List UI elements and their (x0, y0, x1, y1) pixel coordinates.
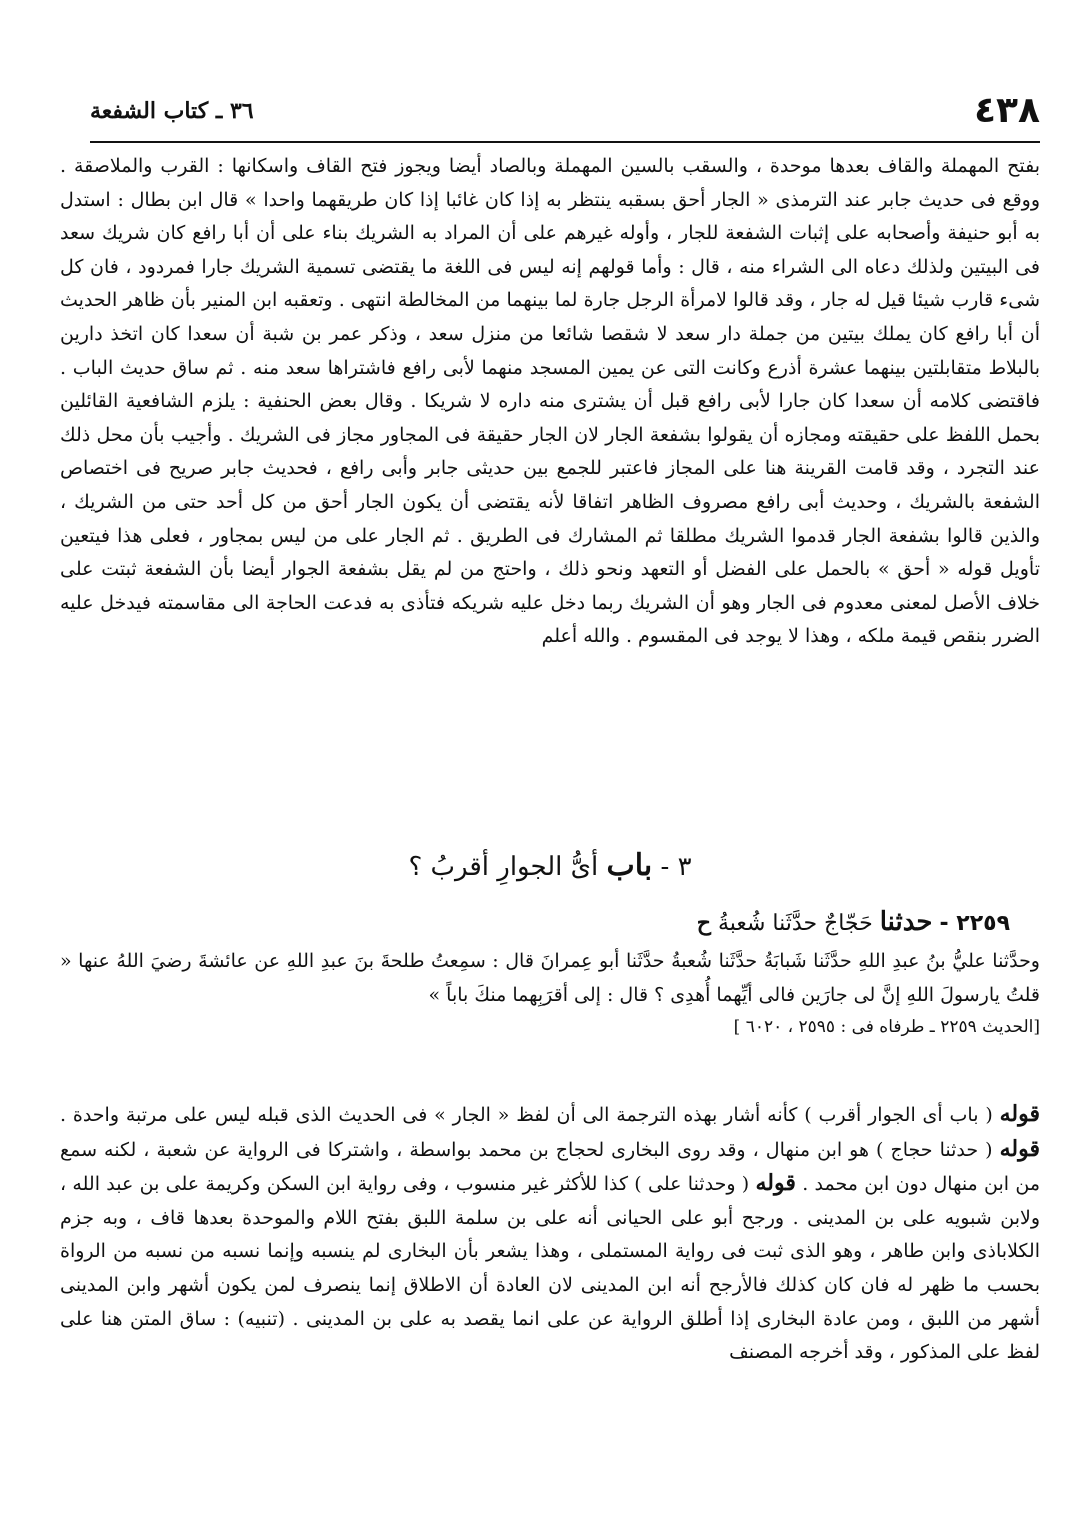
hadith-text: وحدَّثنا عليُّ بنُ عبدِ اللهِ حدَّثَنا شَبابَةُ حدَّثَنا شُعبةُ حدَّثَنا أبو عِمرانَ قال : سمِعتُ طلحةَ بنَ عبدِ اللهِ عن عائشةَ رضيَ اللهُ عنها « قلتُ يارسولَ اللهِ إنَّ لى جارَين فالى أيِّهما أُهدِى ؟ قال : إلى أقرَبِهما منكَ باباً » (60, 950, 1040, 1006)
qawluhu-marker: قوله (999, 1135, 1040, 1162)
hadith-opening-chain: حَجّاجٌ حدَّثَنا شُعبةُ (717, 911, 873, 936)
hadith-first-line (60, 902, 1040, 944)
chapter-heading (60, 844, 1040, 890)
commentary-segment: ( باب أى الجوار أقرب ) كأنه أشار بهذه الترجمة الى أن لفظ « الجار » فى الحديث الذى قبله ليس على مرتبة واحدة . (60, 1104, 993, 1126)
header-rule (90, 141, 1040, 143)
chapter-title: أىُّ الجوارِ أقربُ ؟ (408, 852, 599, 882)
commentary-paragraph-top: بفتح المهملة والقاف بعدها موحدة ، والسقب بالسين المهملة وبالصاد أيضا ويجوز فتح القاف واسكانها : القرب والملاصقة . ووقع فى حديث جابر عند الترمذى « الجار أحق بسقبه ينتظر به إذا كان غائبا إذا كان طريقهما واحدا » قال ابن بطال : استدل به أبو حنيفة وأصحابه على إثبات الشفعة للجار ، وأوله غيرهم على أن المراد به الشريك بناء على أن أبا رافع كان شريك سعد فى البيتين ولذلك دعاه الى الشراء منه ، قال : وأما قولهم إنه ليس فى اللغة ما يقتضى تسمية الشريك جارا فمردود ، فان كل شىء قارب شيئا قيل له جار ، وقد قالوا لامرأة الرجل جارة لما بينهما من المخالطة انتهى . وتعقبه ابن المنير بأن ظاهر الحديث أن أبا رافع كان يملك بيتين من جملة دار سعد لا شقصا شائعا من منزل سعد ، وذكر عمر بن شبة أن سعدا كان اتخذ دارين بالبلاط متقابلتين بينهما عشرة أذرع وكانت التى عن يمين المسجد منهما لأبى رافع فاشتراها سعد منه . ثم ساق حديث الباب . فاقتضى كلامه أن سعدا كان جارا لأبى رافع قبل أن يشترى منه داره لا شريكا . وقال بعض الحنفية : يلزم الشافعية القائلين بحمل اللفظ على حقيقته ومجازه أن يقولوا بشفعة الجار لان الجار حقيقة فى المجاور مجاز فى الشريك . وأجيب بأن محل ذلك عند التجرد ، وقد قامت القرينة هنا على المجاز فاعتبر للجمع بين حديثى جابر وأبى رافع ، فحديث جابر صريح فى اختصاص الشفعة بالشريك ، وحديث أبى رافع مصروف الظاهر اتفاقا لأنه يقتضى أن يكون الجار أحق من كل أحد حتى من الشريك ، والذين قالوا بشفعة الجار قدموا الشريك مطلقا ثم المشارك فى الطريق . ثم الجار على من ليس بمجاور ، فعلى هذا فيتعين تأويل قوله « أحق » بالحمل على الفضل أو التعهد ونحو ذلك ، واحتج من لم يقل بشفعة الجوار أيضا بأن الشفعة ثبتت على خلاف الأصل لمعنى معدوم فى الجار وهو أن الشريك ربما دخل عليه شريكه فتأذى به فدعت الحاجة الى مقاسمته فيدخل عليه الضرر بنقص قيمة ملكه ، وهذا لا يوجد فى المقسوم . والله أعلم (60, 155, 1040, 648)
commentary-segment: ( حدثنا حجاج ) هو ابن منهال ، وقد روى البخارى لحجاج بن محمد بواسطة ، واشتركا فى الرواية عن شعبة ، لكنه سمع من ابن منهال دون ابن محمد . (60, 1138, 1040, 1196)
qawluhu-marker: قوله (755, 1170, 796, 1197)
commentary-paragraph-bottom (60, 1098, 1040, 1460)
commentary-segment: ( وحدثنا على ) كذا للأكثر غير منسوب ، وفى رواية ابن السكن وكريمة على بن عبد الله ، ولابن شبويه على بن المدينى . ورجح أبو على الحيانى أنه على بن سلمة اللبق بفتح اللام والموحدة بعدها قاف ، وبه جزم الكلاباذى وابن طاهر ، وهو الذى ثبت فى رواية المستملى ، وهذا يشعر بأن البخارى لم ينسبه وإنما نسبه من نسبه من الرواة بحسب ما ظهر له فان كان كذلك فالأرجح أنه ابن المدينى لان العادة أن الاطلاق إنما ينصرف لمن يكون أشهر وابن المدينى أشهر من اللبق ، ومن عادة البخارى إذا أطلق الرواية عن على انما يقصد به على بن المدينى . (تنبيه) : ساق المتن هنا على لفظ على المذكور ، وقد أخرجه المصنف (60, 1173, 1040, 1364)
hadith-number: ٢٢٥٩ - (939, 911, 1010, 936)
hadith-block (60, 902, 1040, 1074)
running-title: ٣٦ ـ كتاب الشفعة (90, 98, 254, 124)
hadith-reference: [الحديث ٢٢٥٩ ـ طرفاه فى : ٢٥٩٥ ، ٦٠٢٠ ] (733, 1017, 1040, 1037)
hadith-haddathana: حدثنا (879, 907, 933, 937)
page-number: ٤٣٨ (974, 90, 1040, 131)
chapter-number: ٣ - (660, 852, 692, 882)
chapter-bab-word: باب (606, 848, 653, 883)
hadith-ha-symbol: ح (696, 910, 711, 936)
qawluhu-marker: قوله (999, 1101, 1040, 1127)
page-header (90, 90, 1040, 136)
